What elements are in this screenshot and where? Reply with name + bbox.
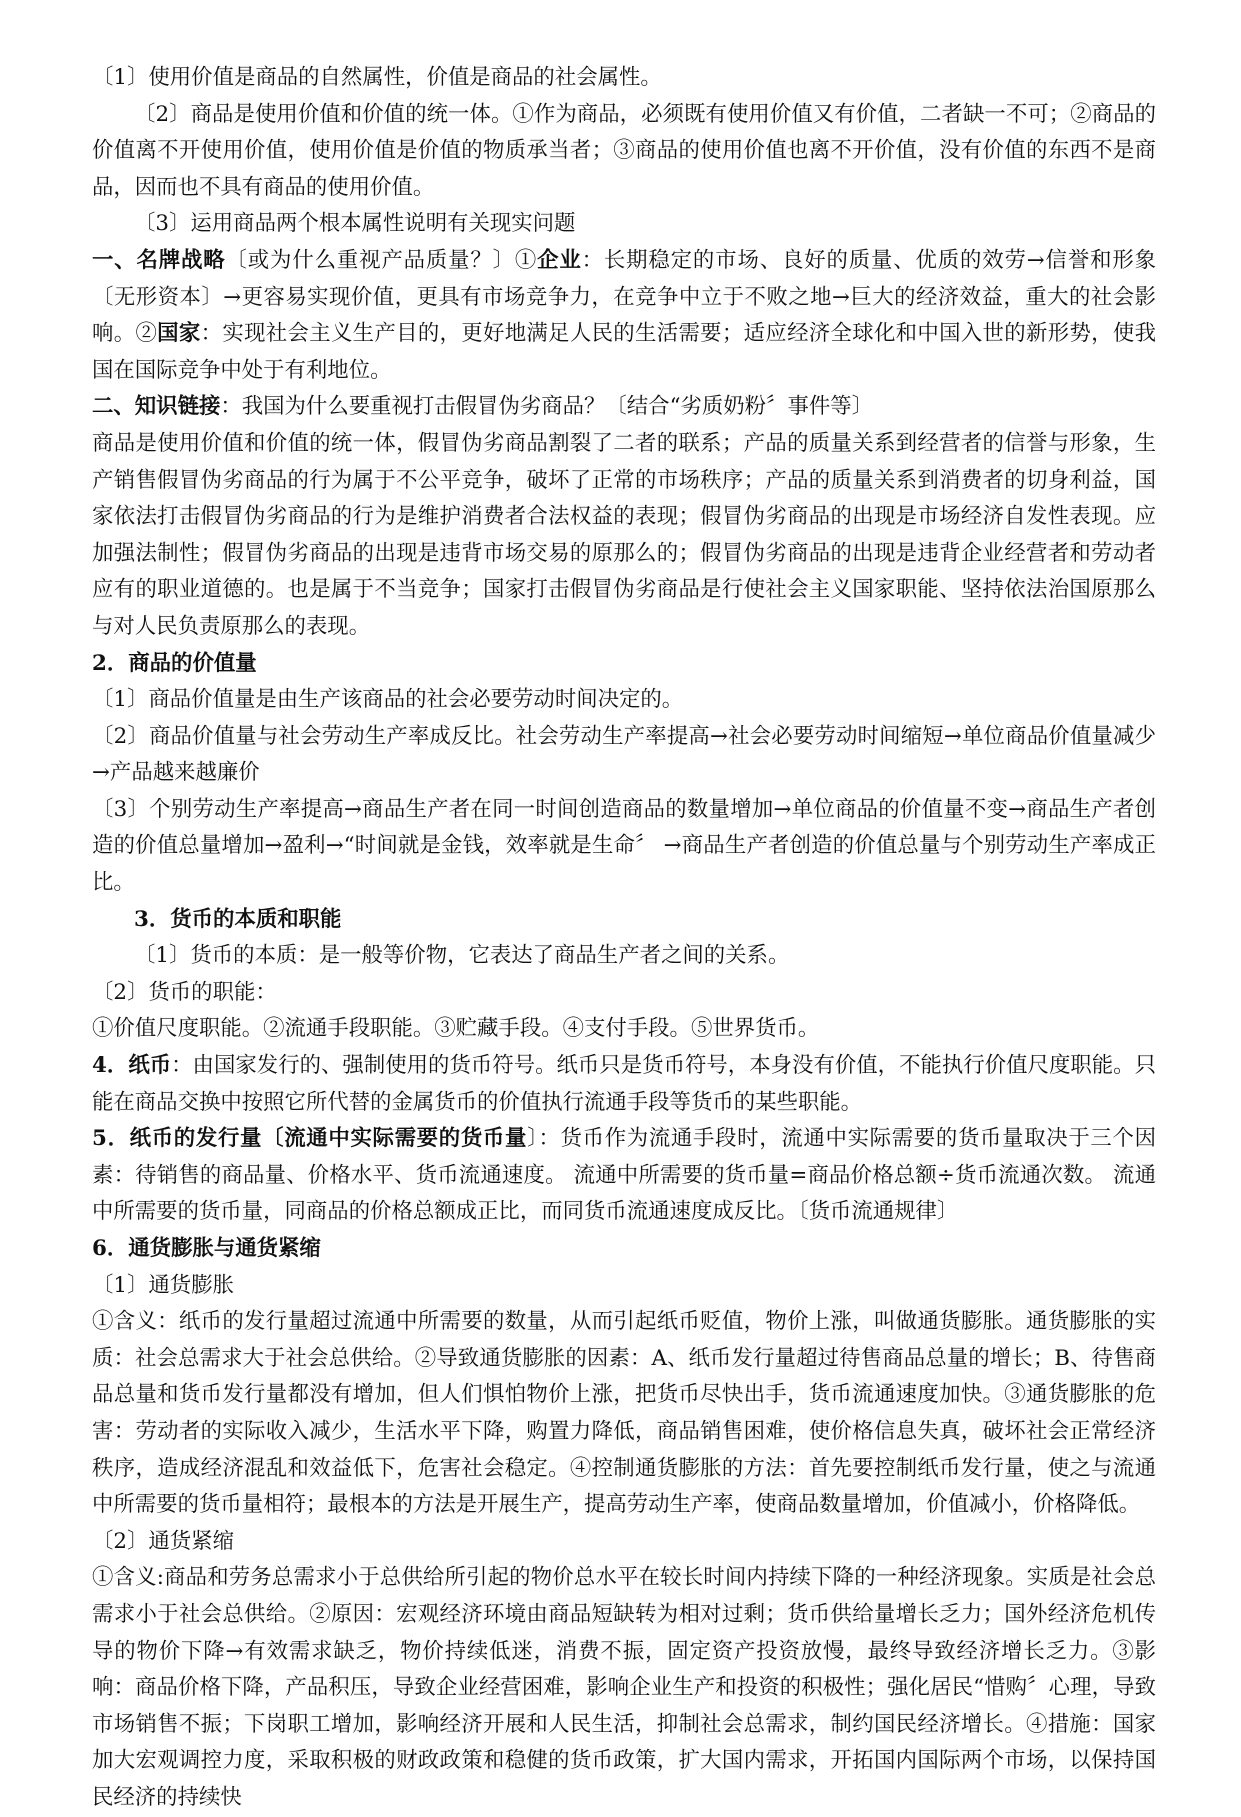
heading-brand-strategy: 一、名牌战略 — [92, 247, 226, 273]
paragraph-deflation: ①含义:商品和劳务总需求小于总供给所引起的物价总水平在较长时间内持续下降的一种经济现象。实质是社会总需求小于社会总供给。②原因：宏观经济环境由商品短缺转为相对过剩；货币供给量增长乏力；国外经济危机传导的物价下降→有效需求缺乏，物价持续低迷，消费不振，固定资产投资放慢，最终导致经济增长乏力。③影响：商品价格下降，产品积压，导致企业经营困难，影响企业生产和投资的积极性；强化居民“惜购〞心理，导致市场销售不振；下岗职工增加，影响经济开展和人民生活，抑制社会总需求，制约国民经济增长。④措施：国家加大宏观调控力度，采取积极的财政政策和稳健的货币政策，扩大国内需求，开拓国内国际两个市场，以保持国民经济的持续快 — [92, 1565, 1156, 1810]
paragraph-counterfeit: 商品是使用价值和价值的统一体，假冒伪劣商品割裂了二者的联系；产品的质量关系到经营者的信誉与形象，生产销售假冒伪劣商品的行为属于不公平竞争，破坏了正常的市场秩序；产品的质量关系到消费者的切身利益，国家依法打击假冒伪劣商品的行为是维护消费者合法权益的表现；假冒伪劣商品的出现是市场经济自发性表现。应加强法制性；假冒伪劣商品的出现是违背市场交易的原那么的；假冒伪劣商品的出现是违背企业经营者和劳动者应有的职业道德的。也是属于不当竞争；国家打击假冒伪劣商品是行使社会主义国家职能、坚持依法治国原那么与对人民负责原那么的表现。 — [92, 430, 1156, 639]
heading-inflation-deflation: 6．通货膨胀与通货紧缩 — [92, 1236, 321, 1261]
paragraph-value-2: 〔2〕商品价值量与社会劳动生产率成反比。社会劳动生产率提高→社会必要劳动时间缩短→单位商品价值量减少→产品越来越廉价 — [92, 723, 1156, 786]
paragraph-money-essence: 〔1〕货币的本质：是一般等价物，它表达了商品生产者之间的关系。 — [134, 943, 790, 969]
paragraph-issue-amount: 5．纸币的发行量〔流通中实际需要的货币量〕：货币作为流通手段时，流通中实际需要的货币量取决于三个因素：待销售的商品量、价格水平、货币流通速度。 流通中所需要的货币量=商品价格总额÷货币流通次数。 流通中所需要的货币量，同商品的价格总额成正比，而同货币流通速度成反比。〔货币流通规律〕 — [92, 1126, 1156, 1225]
paragraph-money-functions-list: ①价值尺度职能。②流通手段职能。③贮藏手段。④支付手段。⑤世界货币。 — [92, 1016, 820, 1042]
term-country: 国家 — [157, 321, 201, 347]
paragraph-knowledge-link: 二、知识链接：我国为什么要重视打击假冒伪劣商品？〔结合“劣质奶粉〞事件等〕 — [92, 394, 874, 420]
paragraph-value-1: 〔1〕商品价值量是由生产该商品的社会必要劳动时间决定的。 — [92, 687, 684, 713]
heading-issue-amount: 5．纸币的发行量〔流通中实际需要的货币量 — [92, 1126, 528, 1152]
subheading-inflation: 〔1〕通货膨胀 — [92, 1272, 234, 1298]
paragraph-application: 〔3〕运用商品两个根本属性说明有关现实问题 — [134, 211, 576, 237]
heading-money: 3．货币的本质和职能 — [134, 906, 342, 932]
paragraph-paper-money: 4．纸币：由国家发行的、强制使用的货币符号。纸币只是货币符号，本身没有价值，不能执行价值尺度职能。只能在商品交换中按照它所代替的金属货币的价值执行流通手段等货币的某些职能。 — [92, 1053, 1156, 1115]
term-enterprise: 企业 — [537, 247, 582, 273]
subheading-deflation: 〔2〕通货紧缩 — [92, 1528, 234, 1554]
paragraph-money-functions: 〔2〕货币的职能： — [92, 979, 277, 1005]
paragraph-value-3: 〔3〕个别劳动生产率提高→商品生产者在同一时间创造商品的数量增加→单位商品的价值量不变→商品生产者创造的价值总量增加→盈利→“时间就是金钱，效率就是生命〞 →商品生产者创造的价值总量与个别劳动生产率成正比。 — [92, 796, 1156, 896]
document-page — [92, 60, 1156, 1817]
heading-paper-money: 4．纸币 — [92, 1053, 172, 1079]
paragraph-brand-strategy: 一、名牌战略〔或为什么重视产品质量？〕①企业：长期稳定的市场、良好的质量、优质的效劳→信誉和形象〔无形资本〕→更容易实现价值，更具有市场竞争力，在竞争中立于不败之地→巨大的经济效益，重大的社会影响。②国家：实现社会主义生产目的，更好地满足人民的生活需要；适应经济全球化和中国入世的新形势，使我国在国际竞争中处于有利地位。 — [92, 247, 1156, 383]
heading-value-quantity: 2．商品的价值量 — [92, 650, 257, 676]
paragraph-unity: 〔2〕商品是使用价值和价值的统一体。①作为商品，必须既有使用价值又有价值，二者缺一不可；②商品的价值离不开使用价值，使用价值是价值的物质承当者；③商品的使用价值也离不开价值，没有价值的东西不是商品，因而也不具有商品的使用价值。 — [92, 101, 1156, 200]
paragraph-use-value: 〔1〕使用价值是商品的自然属性，价值是商品的社会属性。 — [92, 65, 662, 90]
paragraph-inflation: ①含义：纸币的发行量超过流通中所需要的数量，从而引起纸币贬值，物价上涨，叫做通货膨胀。通货膨胀的实质：社会总需求大于社会总供给。②导致通货膨胀的因素：A、纸币发行量超过待售商品总量的增长；B、待售商品总量和货币发行量都没有增加，但人们惧怕物价上涨，把货币尽快出手，货币流通速度加快。③通货膨胀的危害：劳动者的实际收入减少，生活水平下降，购置力降低，商品销售困难，使价格信息失真，破坏社会正常经济秩序，造成经济混乱和效益低下，危害社会稳定。④控制通货膨胀的方法：首先要控制纸币发行量，使之与流通中所需要的货币量相符；最根本的方法是开展生产，提高劳动生产率，使商品数量增加，价值减小，价格降低。 — [92, 1309, 1156, 1518]
heading-knowledge-link: 二、知识链接 — [92, 394, 221, 420]
